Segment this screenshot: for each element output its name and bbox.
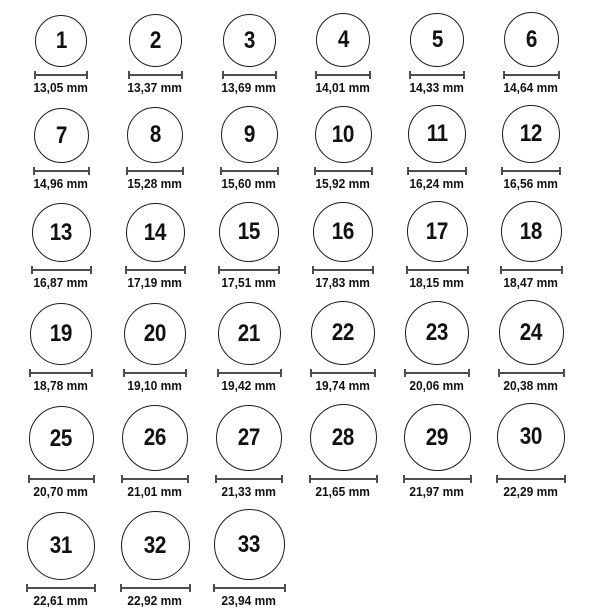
- ring-circle: [315, 106, 372, 163]
- ring-circle: [499, 300, 564, 365]
- ring-size-cell: [390, 404, 484, 499]
- diameter-label: 19,74 mm: [315, 378, 371, 393]
- ring-circle: [218, 302, 281, 365]
- ring-size-cell: [296, 301, 390, 393]
- diameter-measure-line: [501, 167, 561, 175]
- diameter-measure-line: [128, 71, 183, 79]
- diameter-measure-line: [123, 369, 187, 377]
- diameter-measure-line: [125, 266, 186, 274]
- ring-circle: [502, 105, 560, 163]
- ring-size-cell: [484, 12, 578, 95]
- diameter-measure-line: [29, 369, 93, 377]
- ring-circle: [122, 405, 188, 471]
- ring-circle: [405, 301, 469, 365]
- ring-size-number: 31: [49, 532, 73, 559]
- ring-size-number: 29: [425, 423, 449, 451]
- diameter-label: 18,47 mm: [503, 275, 559, 290]
- diameter-label: 13,05 mm: [33, 80, 89, 95]
- diameter-measure-line: [407, 167, 467, 175]
- ring-size-cell: [484, 105, 578, 191]
- ring-size-number: 21: [237, 319, 261, 347]
- diameter-measure-line: [500, 266, 563, 274]
- diameter-label: 14,01 mm: [315, 80, 371, 95]
- ring-circle: [34, 108, 89, 163]
- ring-circle: [35, 15, 87, 67]
- ring-size-cell: [484, 300, 578, 393]
- ring-circle: [124, 303, 186, 365]
- ring-size-cell: [14, 406, 108, 499]
- ring-size-cell: [14, 108, 108, 191]
- diameter-label: 22,61 mm: [33, 593, 89, 608]
- ring-size-row: [14, 403, 600, 499]
- diameter-measure-line: [403, 475, 472, 483]
- ring-circle: [214, 509, 285, 580]
- diameter-label: 18,15 mm: [409, 275, 465, 290]
- diameter-label: 13,37 mm: [127, 80, 183, 95]
- diameter-label: 20,38 mm: [503, 378, 559, 393]
- ring-size-cell: [202, 106, 296, 191]
- diameter-measure-line: [26, 584, 96, 592]
- ring-size-number: 7: [55, 121, 67, 149]
- ring-circle: [127, 107, 183, 163]
- ring-size-cell: [484, 403, 578, 499]
- ring-circle: [27, 512, 95, 580]
- diameter-label: 21,33 mm: [221, 484, 277, 499]
- diameter-label: 22,29 mm: [503, 484, 559, 499]
- diameter-measure-line: [310, 369, 376, 377]
- ring-circle: [121, 511, 190, 580]
- ring-size-cell: [202, 14, 296, 95]
- ring-circle: [30, 303, 92, 365]
- ring-circle: [32, 203, 91, 262]
- ring-circle: [311, 301, 375, 365]
- diameter-label: 19,10 mm: [127, 378, 183, 393]
- ring-size-cell: [108, 303, 202, 393]
- ring-size-number: 5: [431, 26, 443, 53]
- diameter-measure-line: [404, 369, 470, 377]
- diameter-label: 15,92 mm: [315, 176, 371, 191]
- ring-size-cell: [296, 202, 390, 290]
- ring-circle: [129, 14, 182, 67]
- ring-size-cell: [390, 13, 484, 95]
- ring-size-cell: [108, 203, 202, 290]
- ring-circle: [310, 404, 377, 471]
- ring-size-number: 33: [237, 530, 261, 558]
- diameter-measure-line: [409, 71, 465, 79]
- ring-size-cell: [390, 105, 484, 191]
- ring-size-row: [14, 12, 600, 95]
- diameter-measure-line: [31, 266, 92, 274]
- ring-size-number: 30: [519, 423, 543, 450]
- ring-size-cell: [484, 201, 578, 290]
- ring-size-number: 8: [149, 121, 161, 148]
- ring-circle: [223, 14, 276, 67]
- diameter-measure-line: [121, 475, 189, 483]
- diameter-label: 14,96 mm: [33, 176, 89, 191]
- ring-size-number: 13: [49, 218, 73, 246]
- ring-size-number: 19: [49, 320, 73, 347]
- ring-size-number: 24: [519, 318, 543, 346]
- diameter-label: 19,42 mm: [221, 378, 277, 393]
- diameter-label: 16,24 mm: [409, 176, 465, 191]
- diameter-measure-line: [126, 167, 184, 175]
- ring-size-row: [14, 105, 600, 191]
- ring-size-cell: [108, 405, 202, 499]
- ring-size-row: [14, 201, 600, 290]
- diameter-label: 20,70 mm: [33, 484, 89, 499]
- diameter-label: 17,19 mm: [127, 275, 183, 290]
- diameter-label: 16,56 mm: [503, 176, 559, 191]
- ring-size-cell: [14, 512, 108, 608]
- ring-circle: [404, 404, 471, 471]
- ring-size-cell: [390, 301, 484, 393]
- ring-size-cell: [108, 107, 202, 191]
- ring-size-number: 6: [525, 25, 537, 53]
- ring-size-number: 18: [519, 217, 543, 245]
- ring-circle: [221, 106, 278, 163]
- diameter-measure-line: [33, 167, 90, 175]
- ring-size-number: 27: [237, 424, 261, 451]
- diameter-measure-line: [315, 71, 371, 79]
- ring-size-number: 26: [143, 424, 167, 451]
- ring-size-cell: [296, 106, 390, 191]
- ring-size-cell: [202, 302, 296, 393]
- ring-size-number: 11: [426, 120, 448, 147]
- ring-circle: [497, 403, 565, 471]
- diameter-measure-line: [406, 266, 469, 274]
- diameter-measure-line: [218, 266, 280, 274]
- ring-circle: [501, 201, 562, 262]
- ring-size-cell: [390, 201, 484, 290]
- diameter-measure-line: [215, 475, 283, 483]
- diameter-measure-line: [498, 369, 565, 377]
- ring-size-number: 12: [519, 120, 543, 147]
- ring-circle: [313, 202, 373, 262]
- diameter-label: 15,28 mm: [127, 176, 183, 191]
- diameter-label: 14,33 mm: [409, 80, 465, 95]
- ring-size-number: 23: [425, 319, 449, 346]
- ring-size-cell: [296, 13, 390, 95]
- ring-size-number: 15: [237, 218, 261, 245]
- diameter-label: 21,01 mm: [127, 484, 183, 499]
- ring-size-cell: [296, 404, 390, 499]
- ring-size-number: 17: [425, 217, 449, 245]
- ring-size-cell: [14, 203, 108, 290]
- ring-size-number: 2: [149, 26, 161, 54]
- diameter-label: 20,06 mm: [409, 378, 465, 393]
- ring-size-number: 28: [331, 423, 355, 451]
- diameter-measure-line: [312, 266, 374, 274]
- diameter-measure-line: [496, 475, 566, 483]
- ring-circle: [407, 201, 468, 262]
- diameter-label: 14,64 mm: [503, 80, 559, 95]
- ring-size-number: 20: [143, 320, 167, 347]
- diameter-label: 18,78 mm: [33, 378, 89, 393]
- diameter-label: 22,92 mm: [127, 593, 183, 608]
- diameter-measure-line: [120, 584, 191, 592]
- ring-size-cell: [108, 14, 202, 95]
- ring-size-cell: [202, 202, 296, 290]
- diameter-measure-line: [213, 584, 286, 592]
- diameter-label: 17,83 mm: [315, 275, 371, 290]
- diameter-measure-line: [28, 475, 95, 483]
- ring-size-cell: [108, 511, 202, 608]
- diameter-measure-line: [220, 167, 279, 175]
- diameter-measure-line: [217, 369, 282, 377]
- ring-circle: [316, 13, 370, 67]
- ring-size-number: 16: [331, 218, 355, 245]
- ring-size-number: 3: [243, 26, 255, 54]
- ring-size-number: 25: [49, 424, 73, 452]
- ring-size-number: 22: [331, 319, 355, 346]
- ring-size-cell: [14, 15, 108, 95]
- ring-size-number: 32: [143, 531, 167, 559]
- ring-size-number: 4: [337, 26, 349, 53]
- ring-circle: [219, 202, 279, 262]
- diameter-measure-line: [503, 71, 560, 79]
- diameter-measure-line: [314, 167, 373, 175]
- ring-size-number: 14: [143, 218, 167, 246]
- ring-circle: [216, 405, 282, 471]
- ring-size-row: [14, 509, 600, 608]
- ring-circle: [126, 203, 185, 262]
- ring-circle: [410, 13, 464, 67]
- ring-size-row: [14, 300, 600, 393]
- diameter-label: 23,94 mm: [221, 593, 277, 608]
- diameter-label: 21,97 mm: [409, 484, 465, 499]
- ring-size-number: 10: [331, 120, 355, 148]
- diameter-label: 15,60 mm: [221, 176, 277, 191]
- diameter-measure-line: [34, 71, 88, 79]
- ring-size-number: 9: [243, 120, 255, 148]
- diameter-label: 13,69 mm: [221, 80, 277, 95]
- ring-circle: [504, 12, 559, 67]
- ring-circle: [29, 406, 94, 471]
- ring-size-cell: [202, 509, 296, 608]
- ring-size-cell: [202, 405, 296, 499]
- diameter-label: 17,51 mm: [221, 275, 277, 290]
- diameter-measure-line: [309, 475, 378, 483]
- ring-circle: [408, 105, 466, 163]
- ring-size-cell: [14, 303, 108, 393]
- diameter-measure-line: [222, 71, 277, 79]
- diameter-label: 16,87 mm: [33, 275, 89, 290]
- diameter-label: 21,65 mm: [315, 484, 371, 499]
- ring-size-number: 1: [55, 27, 67, 54]
